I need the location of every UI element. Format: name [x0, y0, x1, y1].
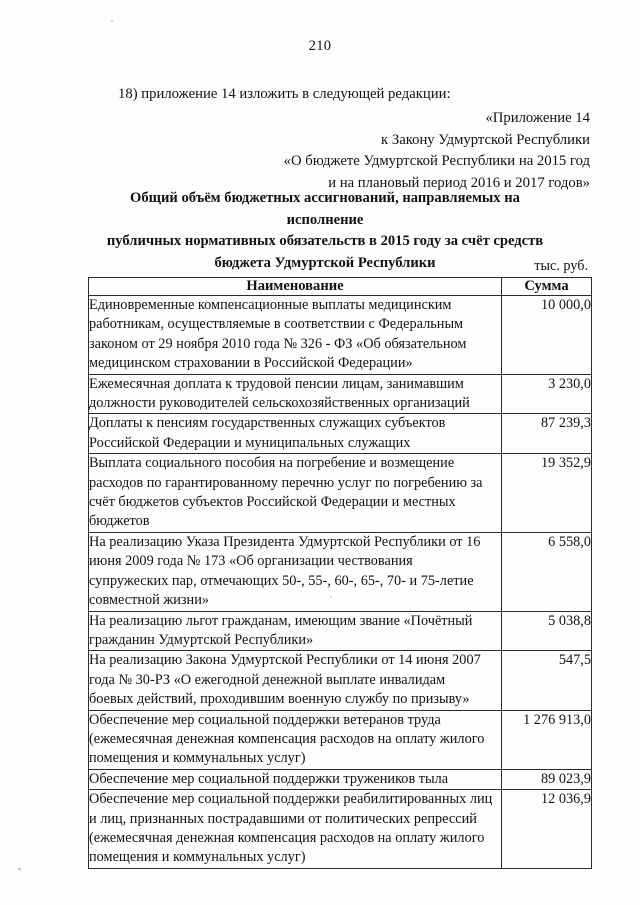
- cell-name-line: На реализацию Указа Президента Удмуртской Республики от 16: [89, 533, 481, 550]
- cell-sum: 19 352,9: [502, 454, 592, 533]
- cell-sum: 10 000,0: [502, 296, 592, 375]
- cell-name: [89, 769, 502, 789]
- table-row: [89, 710, 592, 769]
- title-line-2: публичных нормативных обязательств в 2015 году за счёт средств: [106, 233, 544, 249]
- cell-name-line: помещения и коммунальных услуг): [89, 849, 306, 866]
- cell-sum: 1 276 913,0: [502, 710, 592, 769]
- budget-allocations-table: [88, 277, 592, 869]
- table-row: [89, 296, 592, 375]
- cell-name-line: и лиц, признанных пострадавшими от политических репрессий: [89, 810, 477, 827]
- appendix-reference-block: [88, 108, 590, 194]
- cell-sum: 12 036,9: [502, 790, 592, 869]
- cell-name: [89, 790, 502, 869]
- table-row: [89, 790, 592, 869]
- cell-name-line: бюджетов: [89, 513, 150, 530]
- scan-artifact-dot: [18, 868, 21, 870]
- table-row: [89, 651, 592, 710]
- cell-name-line: помещения и коммунальных услуг): [89, 750, 306, 767]
- title-line-3: бюджета Удмуртской Республики: [214, 254, 436, 271]
- table-row: [89, 414, 592, 454]
- cell-sum: 87 239,3: [502, 414, 592, 454]
- cell-name-line: (ежемесячная денежная компенсация расходов на оплату жилого: [89, 829, 485, 846]
- cell-name: [89, 710, 502, 769]
- units-label: тыс. руб.: [534, 258, 588, 274]
- cell-name-line: боевых действий, проходившим военную службу по призыву»: [89, 691, 470, 708]
- cell-sum: 3 230,0: [502, 374, 592, 414]
- cell-name-line: законом от 29 ноября 2010 года № 326 - ФЗ «Об обязательном: [89, 335, 467, 352]
- cell-name-line: Российской Федерации и муниципальных служащих: [89, 434, 411, 451]
- cell-name: [89, 414, 502, 454]
- column-header-sum: Сумма: [502, 278, 592, 296]
- cell-name: [89, 532, 502, 611]
- table-row: [89, 532, 592, 611]
- cell-name-line: (ежемесячная денежная компенсация расходов на оплату жилого: [89, 730, 485, 747]
- title-line-1: Общий объём бюджетных ассигнований, направляемых на исполнение: [130, 190, 520, 228]
- cell-name-line: Доплаты к пенсиям государственных служащих субъектов: [89, 415, 446, 432]
- cell-sum: 5 038,8: [502, 611, 592, 651]
- reference-line-4: и на плановый период 2016 и 2017 годов»: [328, 174, 590, 191]
- reference-line-3: «О бюджете Удмуртской Республики на 2015 год: [283, 153, 590, 169]
- page-number: 210: [308, 38, 332, 54]
- cell-name: [89, 374, 502, 414]
- cell-name-line: супружеских пар, отмечающих 50-, 55-, 60-, 65-, 70- и 75-летие: [89, 572, 474, 589]
- cell-name-line: счёт бюджетов субъектов Российской Федерации и местных: [89, 494, 456, 511]
- cell-name-line: года № 30-РЗ «О ежегодной денежной выплате инвалидам: [89, 671, 446, 688]
- cell-name-line: медицинском страховании в Российской Федерации»: [89, 355, 413, 372]
- cell-name-line: На реализацию льгот гражданам, имеющим звание «Почётный: [89, 612, 473, 629]
- table-body: [89, 296, 592, 869]
- table-row: [89, 769, 592, 789]
- cell-sum: 547,5: [502, 651, 592, 710]
- table-header-row: [89, 278, 592, 296]
- cell-name-line: работникам, осуществляемые в соответствии с Федеральным: [89, 316, 464, 333]
- cell-name: [89, 296, 502, 375]
- reference-line-1: «Приложение 14: [485, 110, 590, 126]
- cell-name-line: На реализацию Закона Удмуртской Республики от 14 июня 2007: [89, 652, 481, 669]
- cell-name-line: должности руководителей сельскохозяйственных организаций: [89, 395, 470, 412]
- table-row: [89, 374, 592, 414]
- cell-sum: 89 023,9: [502, 769, 592, 789]
- cell-name: [89, 454, 502, 533]
- table-row: [89, 611, 592, 651]
- intro-paragraph: 18) приложение 14 изложить в следующей редакции:: [118, 86, 451, 102]
- table-row: [89, 454, 592, 533]
- cell-name-line: Единовременные компенсационные выплаты медицинским: [89, 297, 452, 313]
- cell-sum: 6 558,0: [502, 532, 592, 611]
- column-header-name: Наименование: [89, 278, 502, 296]
- cell-name-line: совместной жизни»: [89, 592, 209, 609]
- cell-name-line: гражданин Удмуртской Республики»: [89, 631, 314, 648]
- cell-name-line: Обеспечение мер социальной поддержки реабилитированных лиц: [89, 791, 493, 808]
- cell-name-line: Ежемесячная доплата к трудовой пенсии лицам, занимавшим: [89, 375, 464, 392]
- cell-name-line: Выплата социального пособия на погребение и возмещение: [89, 455, 455, 472]
- reference-line-2: к Закону Удмуртской Республики: [381, 131, 590, 148]
- cell-name: [89, 611, 502, 651]
- scan-artifact-dot: [111, 20, 113, 22]
- cell-name: [89, 651, 502, 710]
- cell-name-line: расходов по гарантированному перечню услуг по погребению за: [89, 474, 483, 491]
- cell-name-line: Обеспечение мер социальной поддержки тружеников тыла: [89, 770, 449, 787]
- page-title: [90, 188, 560, 274]
- cell-name-line: Обеспечение мер социальной поддержки ветеранов труда: [89, 711, 441, 728]
- cell-name-line: июня 2009 года № 173 «Об организации чествования: [89, 553, 413, 570]
